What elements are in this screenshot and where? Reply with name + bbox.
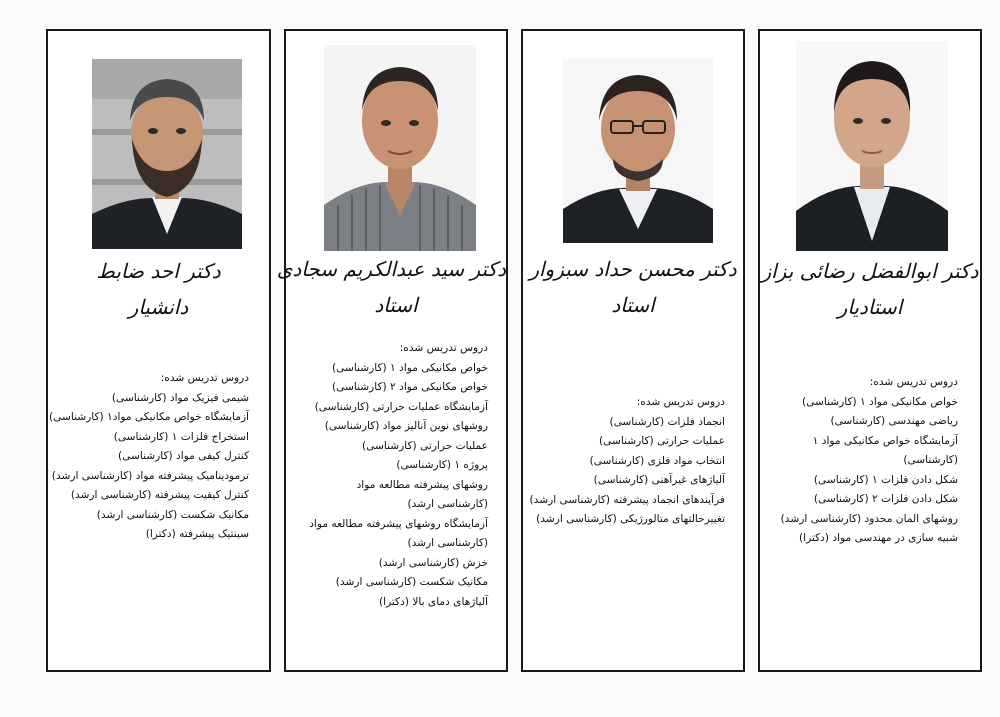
courses-list — [530, 393, 725, 530]
course-item: انجماد فلزات (کارشناسی) — [609, 415, 725, 428]
course-item: روشهای المان محدود (کارشناسی ارشد) — [780, 512, 958, 525]
course-item: (کارشناسی) — [903, 454, 958, 466]
course-item: روشهای پیشرفته مطالعه مواد — [356, 478, 488, 491]
professor-rank: استادیار — [837, 295, 903, 319]
course-item: پروژه ۱ (کارشناسی) — [396, 459, 488, 471]
courses-list — [781, 373, 958, 549]
course-item: شکل دادن فلزات ۲ (کارشناسی) — [813, 493, 958, 505]
profile-card-rezaei-bazzaz — [758, 29, 982, 672]
course-item: انتخاب مواد فلزی (کارشناسی) — [589, 454, 725, 467]
course-item: آزمایشگاه خواص مکانیکی مواد۱ (کارشناسی) — [49, 411, 249, 423]
course-item: سینتیک پیشرفته (دکترا) — [145, 528, 249, 540]
course-item: روشهای نوین آنالیز مواد (کارشناسی) — [324, 420, 488, 432]
courses-heading: دروس تدریس شده: — [869, 376, 958, 388]
courses-heading: دروس تدریس شده: — [399, 342, 488, 354]
profile-card-zabet — [46, 29, 271, 672]
course-item: (کارشناسی ارشد) — [407, 537, 488, 549]
course-item: آزمایشگاه روشهای پیشرفته مطالعه مواد — [309, 517, 488, 530]
course-item: کنترل کیفی مواد (کارشناسی) — [118, 450, 249, 462]
course-item: ریاضی مهندسی (کارشناسی) — [830, 415, 958, 427]
portrait-photo — [324, 45, 476, 251]
course-item: شیمی فیزیک مواد (کارشناسی) — [111, 391, 249, 404]
portrait-photo — [563, 59, 713, 243]
course-item: خواص مکانیکی مواد ۲ (کارشناسی) — [332, 381, 488, 393]
course-item: خواص مکانیکی مواد ۱ (کارشناسی) — [332, 361, 488, 374]
portrait-photo — [796, 41, 948, 251]
course-item: آزمایشگاه عملیات حرارتی (کارشناسی) — [314, 400, 488, 413]
portrait-photo — [92, 59, 242, 249]
professor-name: دکتر محسن حداد سبزوار — [529, 257, 737, 281]
course-item: خواص مکانیکی مواد ۱ (کارشناسی) — [802, 395, 958, 408]
course-item: (کارشناسی ارشد) — [407, 498, 488, 510]
course-item: آزمایشگاه خواص مکانیکی مواد ۱ — [812, 434, 958, 447]
course-item: آلیاژهای غیرآهنی (کارشناسی) — [593, 474, 725, 486]
professor-rank: استاد — [374, 293, 418, 317]
course-item: شکل دادن فلزات ۱ (کارشناسی) — [813, 473, 958, 486]
course-item: مکانیک شکست (کارشناسی ارشد) — [96, 508, 249, 521]
portrait-image — [324, 45, 476, 251]
profile-card-haddad-sabzevar — [521, 29, 745, 672]
course-item: فرآیندهای انجماد پیشرفته (کارشناسی ارشد) — [529, 493, 725, 506]
portrait-image — [563, 59, 713, 243]
courses-list — [49, 369, 249, 545]
course-item: شبیه سازی در مهندسی مواد (دکترا) — [799, 532, 958, 544]
courses-heading: دروس تدریس شده: — [160, 372, 249, 384]
course-item: تغییرحالتهای متالورژیکی (کارشناسی ارشد) — [536, 513, 725, 525]
professor-name: دکتر سید عبدالکریم سجادی — [276, 257, 506, 281]
course-item: عملیات حرارتی (کارشناسی) — [599, 435, 725, 447]
course-item: مکانیک شکست (کارشناسی ارشد) — [335, 576, 488, 588]
profile-card-sajjadi — [276, 29, 508, 672]
portrait-image — [796, 41, 948, 251]
professor-name: دکتر ابوالفضل رضائی بزاز — [761, 259, 979, 283]
portrait-image — [92, 59, 242, 249]
professor-rank: دانشیار — [128, 295, 189, 319]
course-item: کنترل کیفیت پیشرفته (کارشناسی ارشد) — [70, 489, 249, 501]
courses-heading: دروس تدریس شده: — [636, 396, 725, 408]
course-item: خزش (کارشناسی ارشد) — [378, 556, 488, 569]
professor-rank: استاد — [611, 293, 655, 317]
professor-name: دکتر احد ضابط — [96, 259, 221, 283]
course-item: ترمودینامیک پیشرفته مواد (کارشناسی ارشد) — [51, 469, 249, 482]
course-item: عملیات حرارتی (کارشناسی) — [362, 439, 488, 452]
course-item: استخراج فلزات ۱ (کارشناسی) — [113, 430, 249, 443]
courses-list — [309, 339, 488, 612]
course-item: آلیاژهای دمای بالا (دکترا) — [378, 595, 488, 608]
